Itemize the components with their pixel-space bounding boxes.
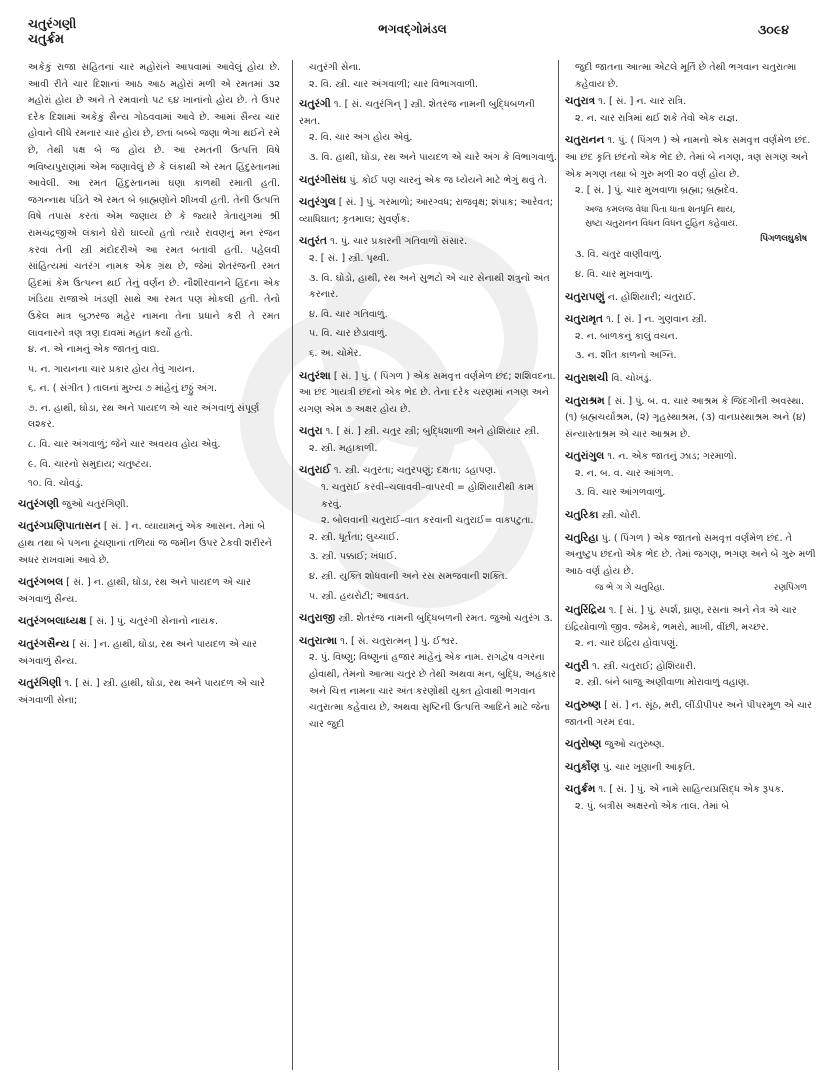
definition: ૧. સ્ત્રી. ચતુરતા; ચતુરપણું; દક્ષતા; ડહાપણ. [333,465,497,477]
headword: ચતુરંશા [299,369,331,382]
headword: ચતુરાત્ર [565,95,596,108]
sense: ૮. વિ. ચાર અંગવાળું; જેને ચાર અવયવ હોય એવું. [28,439,221,451]
definition: સ્ત્રી. ચોરી. [601,510,641,522]
headword: ચતુરાનન [565,134,605,147]
page-number: ૩૦૯૪ [757,22,789,37]
definition: જુઓ ચતુરુષ્ણ. [604,739,665,751]
headword: ચતુર્કોણ [565,760,600,773]
headword: ચતુરાઈ [299,464,331,477]
dictionary-entry [299,233,557,362]
sense: ૨. [ સં. ] સ્ત્રી. પૃથ્વી. [309,252,390,264]
dictionary-entry [299,368,557,419]
definition: ૧. પું. ( પિંગળ ) એ નામનો એક સમવૃત્ત વર્ણમેળ છંદ. આ છંદ કૃતિ છંદનો એક ભેદ છે. તેમાં બે નગણ, ત્રણ સગણ અને એક મગણ તથા બે ગુરુ મળી ૨૦ વર્ણ હોય છે. [565,135,811,180]
sense: ૪. સ્ત્રી. યુક્તિ શોધવાની અને રસ સમજવાની શક્તિ. [309,571,508,583]
entry-continuation: ચતુરંગી સેના. [309,62,362,73]
sense: ૩. સ્ત્રી. પક્કાઈ; ખંધાઈ. [309,551,397,563]
page-header [0,16,825,56]
sense: ૫. ન. ગાયનના ચાર પ્રકાર હોય તેવું ગાયન. [28,363,195,375]
column-2 [292,60,557,1070]
dictionary-entry [565,507,817,525]
headword: ચતુરામૃત [565,313,604,326]
sense: ૨. પું. બત્રીસ અક્ષરનો એક તાલ. તેમાં બે [575,800,730,812]
sense: ૪. વિ. ચાર મુખવાળું. [575,268,653,280]
definition: [ સં. ] ન. સૂંઠ, મરી, લીંડીપીપર અને પીપરમૂળ એ ચાર જાતની ગરમ દવા. [565,700,813,728]
headword: ચતુરોષ્ણ [565,738,602,751]
sense: ૨. સ્ત્રી. ધૂર્તતા; લુચ્ચાઈ. [309,531,400,543]
definition: [ સં. ] પું. ગરમાળો; આરગ્વધ; રાજવૃક્ષ; શંપાક; આરેવત; વ્યાધિઘાત; કૃતમાલ; સુવર્ણક. [299,197,553,225]
definition: પું. ( પિંગળ ) એક જાતનો સમવૃત્ત વર્ણમેળ છંદ. તે અનુષ્ટુપ છંદનો એક ભેદ છે. તેમાં જગણ, ભગણ અને બે ગુરુ મળી આઠ વર્ણ હોય છે. [565,532,816,577]
sense: ૬. ન. ( સંગીત ) તાલનાં મુખ્ય ૭ માંહેનું છઠ્ઠું અંગ. [28,383,217,395]
usage-example: ૨. બોલવાની ચતુરાઈ–વાત કરવાની ચતુરાઈ= વાક્પટુતા. [321,515,534,527]
headword: ચતુરંગસૈન્ય [18,638,70,650]
definition: ૧. [ સં. ] પું. સ્પર્શ, ઘ્રાણ, રસના અને નેત્ર એ ચાર ઇંદ્રિયોવાળો જીવ. જેમકે, ભમરો, માખી, વીંછી, મચ્છર. [565,605,797,633]
headword: ચતુરાંગુલ [565,450,605,463]
dictionary-entry [565,93,817,127]
column-1 [18,60,280,1070]
definition: ૧. [ સં. ] સ્ત્રી. હાથી, ઘોડા, રથ અને પાયદળ એ ચારે અંગવાળી સેના; [18,678,265,706]
dictionary-entry [565,759,817,777]
dictionary-columns [18,60,816,1070]
headword: ચતુરંત [299,235,327,248]
dictionary-entry [299,633,557,734]
definition: [ સં. ] પું. ચતુરંગી સેનાનો નાયક. [89,616,219,628]
quotation-line: અજ કમલજ વેધા પિતા ધાતા શતધૃતિ થાય, [585,204,736,215]
quotation-line: સ્રષ્ટા ચતુરાનન વિધન વિધન દ્રુહિન કહેવાય. [585,218,738,229]
headword: ચતુરાશચી [565,371,609,384]
headword: ચતુરિંદ્રિય [565,604,606,617]
sense: ૨. વિ. સ્ત્રી. ચાર અંગવાળી; ચાર વિભાગવાળી. [309,78,479,90]
sense: ૩. ન. શીત કાળનો અગ્નિ. [575,350,677,362]
dictionary-entry [18,675,280,709]
sense: ૧૦. વિ. ચોવડું. [28,478,84,490]
sense: ૨. સ્ત્રી. બંને બાજુ અણીવાળા મોરાવાળું વહાણ. [575,677,750,689]
entry-continuation: જુદી જાતના આત્મા એટલે મૂર્તિ છે તેથી ભગવાન ચતુરાત્મા કહેવાય છે. [575,62,797,90]
sense: ૨. સ્ત્રી. મહાકાળી. [309,442,378,454]
sense: ૨. ન. બાળકનું કાલું વચન. [575,330,678,342]
headword: ચતુરા [299,425,323,438]
sense: ૨. પું. વિષ્ણુ; વિષ્ણુનાં હજાર માંહેનું એક નામ. રાગદ્વેષ વગરના હોવાથી, તેમનો આત્મા ચતુર છે તેથી અથવા મન, બુદ્ધિ, અહંકાર અને ચિત્ત નામના ચાર અંતઃકરણોથી યુક્ત હોવાથી ભગવાન ચતુરાત્મા કહેવાય છે, અથવા સૃષ્ટિની ઉત્પત્તિ આદિને માટે જેના ચાર જુદી [309,652,556,730]
definition: ૧. પું. ચાર પ્રકારની ગતિવાળો સંસાર. [330,236,468,248]
headword: ચતુરંગપ્રણિપાતાસન [18,520,101,533]
dictionary-entry [18,518,280,569]
sense: ૩. વિ. ચતુર વાણીવાળું. [575,249,663,261]
dictionary-entry [565,311,817,365]
sense: ૩. વિ. ચાર આંગળવાળું. [575,487,666,499]
column-3 [558,60,817,1070]
verse-text: જ ભે ગ ગે ચતુરિહા. [595,583,666,594]
headword: ચતુરંગિણી [18,677,62,690]
book-title: ભગવદ્ગોમંડલ [378,22,447,36]
dictionary-entry [18,574,280,608]
dictionary-entry [299,96,557,166]
definition: [ સં. ] ન. હાથી, ઘોડા, રથ અને પાયદળ એ ચાર અંગવાળું સૈન્ય. [18,577,251,605]
definition: ૧. ન. એક જાતનું ઝાડ; ગરમાળો. [607,451,737,463]
dictionary-entry [565,602,817,653]
dictionary-entry [565,132,817,283]
dictionary-entry [565,658,817,692]
headword: ચતુરી [565,659,590,672]
headword: ચતુરંગી [299,98,331,111]
sense: ૨. ન. ચાર રાત્રિમાં થઈ શકે તેવો એક યજ્ઞ. [575,112,739,124]
definition: વિ. ચોખંડું. [611,372,652,384]
headword: ચતુરંગીસંઘ [299,173,347,186]
definition: ૧. [ સં. ] ન. ચાર રાત્રિ. [598,96,687,108]
headword: ચતુરિહા [565,531,599,544]
dictionary-entry [565,289,817,307]
definition: ૧. [ સં. ચતુરંગિન્ ] સ્ત્રી. શેતરંજ નામની બુદ્ધિબળની રમત. [299,99,535,127]
dictionary-entry [299,462,557,605]
definition: પું. કોઈ પણ ચારનું એક જ ધ્યેયને માટે ભેગું થવું તે. [349,174,548,186]
dictionary-entry [565,781,817,815]
headword: ચતુરુષ્ણ [565,699,602,711]
sense: ૬. અ. ચોમેર. [309,347,362,359]
sense: ૨. ન. બ. વ. ચાર આંગળ. [575,467,674,479]
definition: [ સં. ] પું. બ. વ. ચાર આશ્રમ કે જિંદગીની અવસ્થા. (૧) બ્રહ્મચર્યાશ્રમ, (૨) ગૃહસ્થાશ્રમ, (૩) વાનપ્રસ્થાશ્રમ અને (૪) સંન્યાસ્તાશ્રમ એ ચાર આશ્રમ છે. [565,395,806,440]
definition: ૧. [ સં. ચતુરાત્મન્ ] પું. ઈશ્વર. [340,635,458,647]
sense: ૨. ન. ચાર ઇંદ્રિય હોવાપણું. [575,638,679,650]
guide-word-last: ચતુર્ક્રમ [28,31,64,46]
dictionary-entry [565,448,817,502]
headword: ચતુરાત્મા [299,634,338,647]
dictionary-entry [18,636,280,670]
sense: ૪. વિ. ચાર ગતિવાળું. [309,308,388,320]
dictionary-entry [565,530,817,597]
definition: [ સં. ] ન. વ્યાયામનું એક આસન. તેમાં બે હાથ તથા બે પગના ઢૂંચણાનાં તળિયાં જ જમીન ઉપર ટેકવી શરીરને અધર રાખવામાં આવે છે. [18,521,272,566]
headword: ચતુરાશ્રમ [565,394,605,407]
headword: ચતુરાપણું [565,290,605,303]
headword: ચતુર્ક્રમ [565,783,596,796]
definition: પું. ચાર ખૂણાની આકૃતિ. [602,761,696,773]
guide-word-first: ચતુરંગણી [28,16,77,31]
dictionary-entry [565,370,817,388]
dictionary-entry [565,736,817,754]
sense: ૫. સ્ત્રી. હયરોટી; આવડત. [309,590,410,602]
sense: ૩. વિ. હાથી, ઘોડા, રથ અને પાયદળ એ ચારે અંગ કે વિભાગવાળું. [309,151,557,163]
dictionary-entry [18,496,280,514]
definition: [ સં. ] ન. હાથી, ઘોડા, રથ અને પાયદળ એ ચાર અંગવાળું સૈન્ય. [18,639,257,667]
dictionary-entry [18,613,280,631]
verse-citation [565,580,817,597]
definition: સ્ત્રી. શેતરંજ નામની બુદ્ધિબળની રમત. જુઓ ચતુરંગ ૩. [338,613,553,625]
headword: ચતુરંગબલાધ્યક્ષ [18,615,87,628]
definition: ૧. [ સં. ] સ્ત્રી. ચતુર સ્ત્રી; બુદ્ધિશાળી અને હોશિયાર સ્ત્રી. [325,426,540,438]
definition: ૧. સ્ત્રી. ચતુરાઈ; હોશિયારી. [592,660,696,672]
headword: ચતુરંગબલ [18,576,64,589]
sense: ૩. વિ. ઘોડો, હાથી, રથ અને સુભટો એ ચાર સેનાથી શત્રુનો અંત કરનાર. [309,272,550,301]
definition: ન. હોશિયારી; ચતુરાઈ. [607,291,696,303]
definition: [ સં. ] પું. ( પિંગળ ) એક સમવૃત્ત વર્ણમેળ છંદ; શશિવદના. આ છંદ ગાયત્રી છંદનો એક ભેદ છે. તેના દરેક ચરણમાં નગણ અને યગણ એમ ૭ અક્ષર હોય છે. [299,370,556,415]
sense: ૭. ન. હાથી, ઘોડા, રથ અને પાયદળ એ ચાર અંગવાળું સંપૂર્ણ લશ્કર. [28,402,260,431]
sense: ૫. વિ. ચાર છેડાવાળું. [309,328,388,340]
dictionary-entry [565,393,817,444]
definition: જુઓ ચતુરંગિણી. [62,498,129,510]
dictionary-entry [299,194,557,228]
dictionary-entry [299,610,557,628]
headword: ચતુરિકા [565,509,599,522]
dictionary-entry [565,697,817,731]
entry-continuation: અકેકું રાજા સહિતનાં ચાર મહોરાંને આપવામાં આવેલું હોય છે. આવી રીતે ચાર દિશાનાં આઠ આઠ મહોરાં મળી એ રમતમાં ૩૨ મહોરાં હોય છે અને તે રમવાનો પટ ૬૪ ખાનાંનો હોય છે. તે ઉપર દરેક દિશામાં અકેકું સૈન્ય ગોઠવવામાં આવે છે. આમાં સૈન્ય ચાર હોવાને લીધે રમનાર ચાર હોય છે, છતાં બબ્બે જણા ભેગા થઈને રમે છે, તેથી પક્ષ બે જ હોય છે. આ રમતની ઉત્પત્તિ વિષે ભવિષ્યપુરાણમાં એમ જણાવેલું છે કે લંકાથી એ રમત હિંદુસ્તાનમાં આવેલી. આ રમત હિંદુસ્તાનમાં ઘણા કાળથી રમાતી હતી. જગન્નાથ પંડિતે એ રમત બે બ્રાહ્મણોને શીખવી હતી. તેની ઉત્પત્તિ વિષે તપાસ કરતાં એમ જણાય છે કે જ્યારે ત્રેતાયુગમાં શ્રી રામચંદ્રજીએ લંકાને ઘેરો ઘાલ્યો હતો ત્યારે રાવણનું મન રંજન કરવા તેની સ્ત્રી મંદોદરીએ આ રમત બતાવી હતી. પહેલવી સાંહિત્યમાં ચતરંગ નામક એક ગ્રંથ છે, જેમાં શેતરંજની રમત હિંદમાં કેમ ઉત્પન્ન થઈ તેનું વર્ણન છે. નૌશીરવાનને હિંદના એક ખંડિયા રાજાએ ખંડણી સાથે આ રમત પણ મોકલી હતી. તેનો ઉકેલ માત્ર બુઝરજ મહેર નામના તેના પ્રધાને કરી તે રમત લાવનારને ત્રણ ત્રણ દાવમાં મહાત કર્યો હતો. [28,62,280,339]
sense: ૯. વિ. ચારનો સમુદાય; ચતુષ્ટય. [28,458,152,470]
sense: ૨. [ સં. ] પું. ચાર મુખવાળા બ્રહ્મા; બ્રહ્મદેવ. [575,185,739,197]
dictionary-entry [299,172,557,190]
sense: ૪. ન. એ નામનું એક જાતનું વાદ્ય. [28,344,160,356]
headword: ચતુરંગુલ [299,196,336,209]
definition: ૧. [ સં. ] ન. ગુણવાન સ્ત્રી. [606,314,707,326]
usage-example: ૧. ચતુરાઈ કરવી–ચલાવવી–વાપરવી = હોશિયારીથી કામ કરવું. [321,482,534,510]
quotation-source: પિંગળલઘુકોષ [760,233,807,244]
headword: ચતુરંગણી [18,497,59,510]
verse-source: રણપિંગળ [773,583,807,594]
sense: ૨. વિ. ચાર અંગ હોય એવું. [309,132,413,144]
dictionary-entry [299,423,557,457]
definition: ૧. [ સં. ] પું. એ નામે સાહિત્યપ્રસિદ્ધ એક રૂપક. [598,784,785,796]
headword: ચતુરાજી [299,612,336,625]
